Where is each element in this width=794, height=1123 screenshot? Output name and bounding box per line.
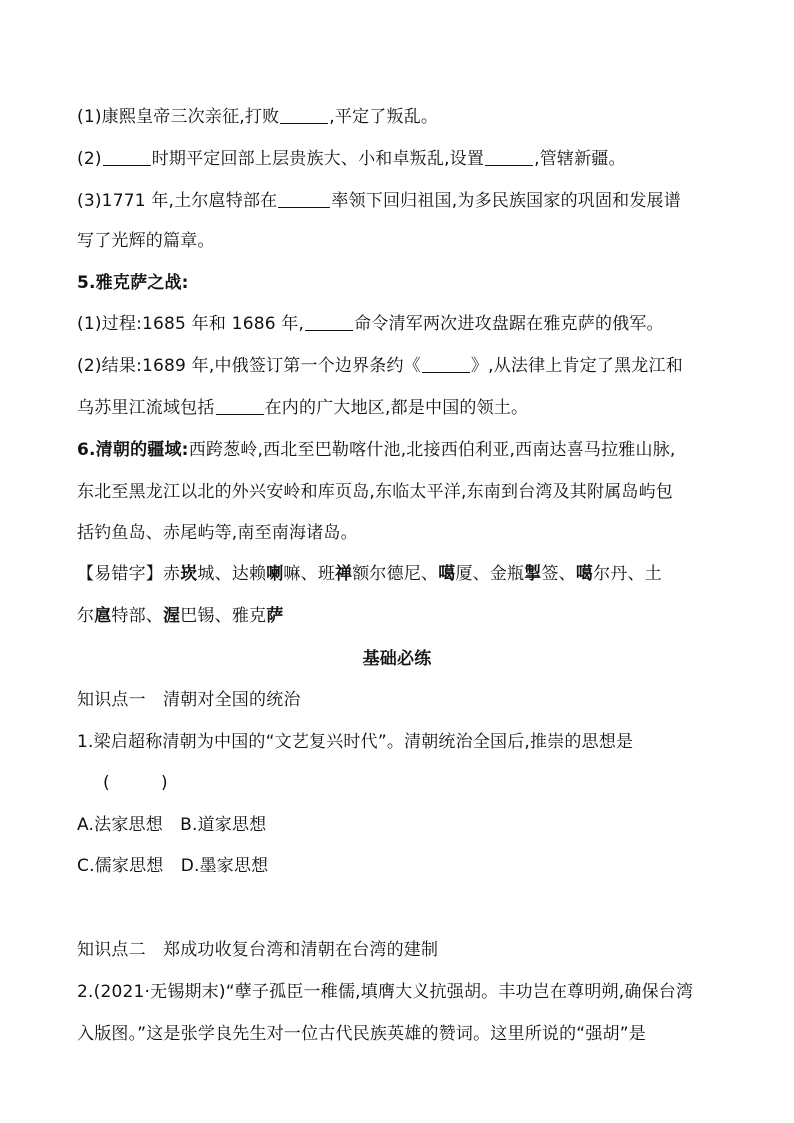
s5-title: 5.雅克萨之战: xyxy=(77,273,189,293)
text: ( xyxy=(103,773,110,793)
option-c[interactable]: C.儒家思想 xyxy=(77,856,164,876)
text: 尔 xyxy=(77,606,95,626)
q1-options-row-1 xyxy=(77,814,724,836)
question-1: 1.梁启超称清朝为中国的“文艺复兴时代”。清朝统治全国后,推崇的思想是 xyxy=(77,732,634,752)
text: 尔丹、土 xyxy=(593,564,662,584)
text: 时期平定回部上层贵族大、小和卓叛乱,设置 xyxy=(151,149,485,169)
s4-item-3-cont: 写了光辉的篇章。 xyxy=(77,231,215,251)
emphasis-char: 喇 xyxy=(266,564,284,584)
typos-line-2 xyxy=(77,605,724,627)
option-d[interactable]: D.墨家思想 xyxy=(180,856,269,876)
emphasis-char: 崁 xyxy=(180,564,198,584)
text: (1)过程:1685 年和 1686 年, xyxy=(77,314,305,334)
text: ) xyxy=(161,773,168,793)
text: 命令清军两次进攻盘踞在雅克萨的俄军。 xyxy=(354,314,664,334)
fill-blank[interactable] xyxy=(485,149,533,166)
text: 率领下回归祖国,为多民族国家的巩固和发展谱 xyxy=(331,191,681,211)
typos-line-1 xyxy=(77,563,724,585)
emphasis-char: 禅 xyxy=(335,564,353,584)
s6-title: 6.清朝的疆域: xyxy=(77,440,189,460)
text: (2) xyxy=(77,149,102,169)
fill-blank[interactable] xyxy=(278,191,330,208)
option-b[interactable]: B.道家思想 xyxy=(180,815,267,835)
emphasis-char: 渥 xyxy=(163,606,181,626)
text: 》,从法律上肯定了黑龙江和 xyxy=(470,356,683,376)
answer-parens xyxy=(103,772,724,794)
text: 西跨葱岭,西北至巴勒喀什池,北接西伯利亚,西南达喜马拉雅山脉, xyxy=(188,440,676,460)
typos-label: 【易错字】 xyxy=(77,564,163,584)
text: 在内的广大地区,都是中国的领土。 xyxy=(264,398,529,418)
text: 签、 xyxy=(541,564,576,584)
fill-blank[interactable] xyxy=(103,149,151,166)
emphasis-char: 扈 xyxy=(94,606,112,626)
s4-item-3 xyxy=(77,190,724,212)
text: 特部、 xyxy=(111,606,164,626)
s6-line-2: 东北至黑龙江以北的外兴安岭和库页岛,东临太平洋,东南到台湾及其附属岛屿包 xyxy=(77,482,674,502)
text: ,管辖新疆。 xyxy=(534,149,626,169)
text: (3)1771 年,土尔扈特部在 xyxy=(77,191,278,211)
text: ,平定了叛乱。 xyxy=(329,107,439,127)
fill-blank[interactable] xyxy=(305,314,353,331)
text: (1)康熙皇帝三次亲征,打败 xyxy=(77,107,280,127)
s4-item-2 xyxy=(77,148,724,170)
emphasis-char: 噶 xyxy=(438,564,456,584)
s6-line-1 xyxy=(77,439,724,461)
text: 城、达赖 xyxy=(197,564,267,584)
text: 赤 xyxy=(163,564,181,584)
s5-item-2 xyxy=(77,355,724,377)
fill-blank[interactable] xyxy=(422,356,470,373)
knowledge-point-1: 知识点一 清朝对全国的统治 xyxy=(77,690,301,710)
s5-item-1 xyxy=(77,313,724,335)
s5-item-2-cont xyxy=(77,397,724,419)
text: 嘛、班 xyxy=(283,564,336,584)
fill-blank[interactable] xyxy=(280,107,328,124)
emphasis-char: 萨 xyxy=(266,606,284,626)
knowledge-point-2: 知识点二 郑成功收复台湾和清朝在台湾的建制 xyxy=(77,940,439,960)
text: (2)结果:1689 年,中俄签订第一个边界条约《 xyxy=(77,356,421,376)
fill-blank[interactable] xyxy=(216,398,264,415)
emphasis-char: 噶 xyxy=(575,564,594,584)
text: 巴锡、雅克 xyxy=(180,606,267,626)
question-2-line-2: 入版图。”这是张学良先生对一位古代民族英雄的赞词。这里所说的“强胡”是 xyxy=(77,1024,646,1044)
section-heading: 基础必练 xyxy=(362,649,432,669)
s6-line-3: 括钓鱼岛、赤尾屿等,南至南海诸岛。 xyxy=(77,523,358,543)
emphasis-char: 掣 xyxy=(524,564,542,584)
option-a[interactable]: A.法家思想 xyxy=(77,815,163,835)
q1-options-row-2 xyxy=(77,855,724,877)
text: 厦、金瓶 xyxy=(455,564,525,584)
s4-item-1 xyxy=(77,106,724,128)
text: 乌苏里江流域包括 xyxy=(77,398,215,418)
question-2-line-1: 2.(2021·无锡期末)“孽子孤臣一稚儒,填膺大义抗强胡。丰功岂在尊明朔,确保台湾 xyxy=(77,982,694,1002)
text: 额尔德尼、 xyxy=(352,564,439,584)
